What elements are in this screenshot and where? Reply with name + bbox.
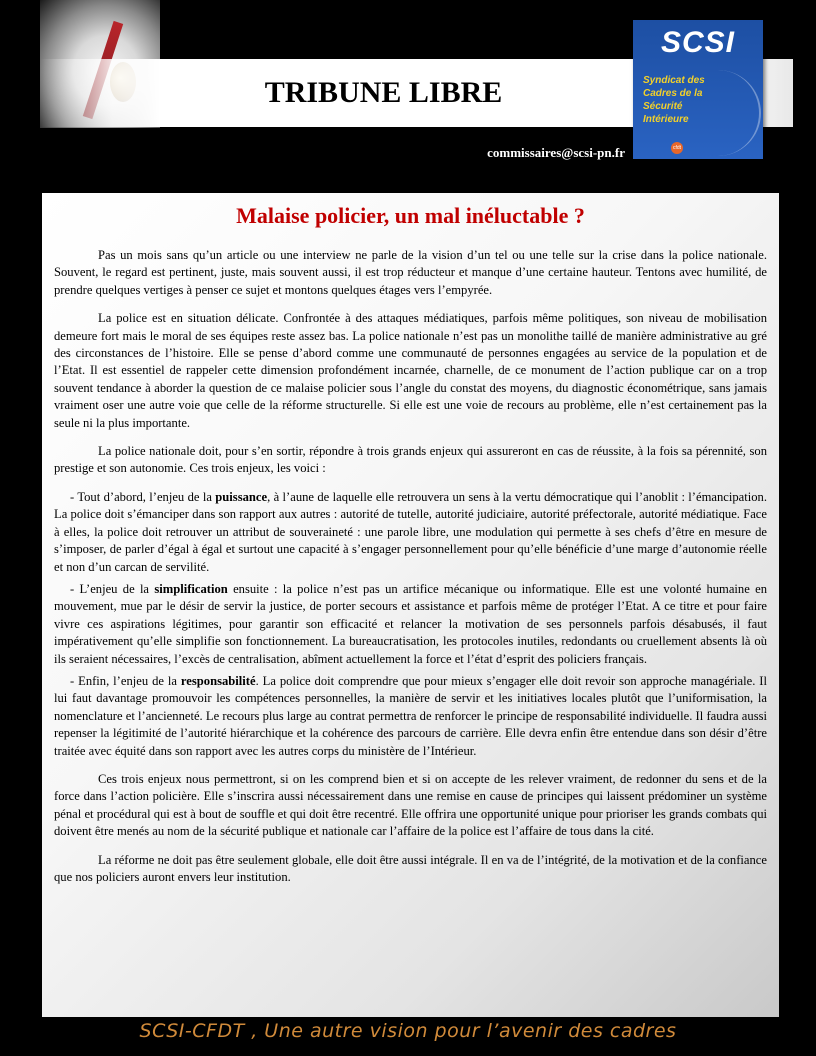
footer-slogan: SCSI-CFDT , Une autre vision pour l’avenir des cadres xyxy=(139,1020,677,1042)
item-text: , à l’aune de laquelle elle retrouvera un sens à la vertu démocratique qui l’anoblit : l’émancipation. La police doit s’émanciper dans son rapport aux autres : autorité de tutelle, autorité judiciaire, autorité préfectorale, autorité médiatique. Face à elles, la police doit retrouver un attribut de souveraineté : une parole libre, une modulation qui permette à ses chefs d’être en mesure de s’imposer, de parler d’égal à égal et surtout une capacité à s’engager personnellement pour qu’elle bénéficie d’une marge d’autonomie réelle et non d’un carcan de servilité. xyxy=(54,489,767,574)
item-text: . La police doit comprendre que pour mieux s’engager elle doit revoir son approche managériale. Il lui faut davantage promouvoir les compétences personnelles, la manière de servir et les initiatives locales plutôt que l’uniformisation, la nomenclature et l’ancienneté. Le recours plus large au contrat permettra de renforcer le principe de responsabilité individuelle. Il faudra aussi repenser la légitimité de l’autorité hiérarchique et la cohérence des parcours de carrière. Elle devra enfin être entendue dans son désir d’être traitée avec équité dans son rapport avec les autres corps du ministère de l’Intérieur. xyxy=(54,673,767,758)
item-lead: - Enfin, l’enjeu de la xyxy=(70,673,181,688)
paragraph-enjeux: La police nationale doit, pour s’en sortir, répondre à trois grands enjeux qui assureront en cas de réussite, à la fois sa pérennité, son prestige et son autonomie. Ces trois enjeux, les voici : xyxy=(54,444,767,476)
logo-subtitle: Syndicat des Cadres de la Sécurité Intérieure xyxy=(643,75,705,125)
list-item-responsabilite xyxy=(54,673,767,760)
article-body xyxy=(42,193,779,1017)
logo-name: SCSI xyxy=(660,26,736,59)
list-item-simplification xyxy=(54,581,767,668)
list-item-puissance xyxy=(54,489,767,576)
paragraph-situation: La police est en situation délicate. Confrontée à des attaques médiatiques, parfois même politiques, son niveau de mobilisation demeure fort mais le moral de ses équipes reste assez bas. La police nationale n’est pas un monolithe taillé de manière administrative au gré des circonstances de l’histoire. Elle se pense d’abord comme une communauté de personnes engagées au service de la population et de l’Etat. Il est essentiel de rappeler cette dimension profondément incarnée, charnelle, de ce monument de l’action publique car on a trop souvent tendance à aborder la question de ce malaise policier sous l’angle du constat des moyens, du diagnostic économétrique, sans jamais vraiment oser une autre voie que celle de la réforme structurelle. Si elle est une voie de recours au problème, elle n’est certainement pas la seule ni la plus importante. xyxy=(54,311,767,430)
laurel-icon xyxy=(715,70,761,156)
item-keyword: responsabilité xyxy=(180,673,256,688)
paragraph-intro: Pas un mois sans qu’un article ou une interview ne parle de la vision d’un tel ou une telle sur la crise dans la police nationale. Souvent, le regard est pertinent, juste, mais souvent aussi, il est trop réducteur et manque d’une certaine hauteur. Tentons avec humilité, de prendre quelques vertiges à penser ce sujet et montons quelques étages vers l’empyrée. xyxy=(54,248,767,297)
cfdt-badge-icon: cfdt xyxy=(671,142,683,154)
item-lead: - L’enjeu de la xyxy=(70,581,155,596)
item-keyword: simplification xyxy=(154,581,228,596)
scsi-logo xyxy=(633,20,763,159)
article-title: Malaise policier, un mal inéluctable ? xyxy=(236,203,585,228)
item-keyword: puissance xyxy=(215,489,268,504)
paragraph-final: La réforme ne doit pas être seulement globale, elle doit être aussi intégrale. Il en va de l’intégrité, de la motivation et de la confiance que nos policiers auront envers leur institution. xyxy=(54,852,767,884)
page-title: TRIBUNE LIBRE xyxy=(264,76,503,109)
contact-email[interactable]: commissaires@scsi-pn.fr xyxy=(487,145,625,160)
banner-fade xyxy=(40,59,160,127)
paragraph-conclusion: Ces trois enjeux nous permettront, si on les comprend bien et si on accepte de les relever vraiment, de redonner du sens et de la force dans l’action policière. Elle s’inscrira aussi nécessairement dans une remise en cause de principes qui laissent prédominer un système pénal et procédural qui est à bout de souffle et qui doit être recentré. Elle offrira une opportunité unique pour prioriser les grands combats qui doivent être menés au nom de la sécurité publique et nationale car l’affaire de la police est l’affaire de tous dans la cité. xyxy=(54,771,767,839)
item-text: ensuite : la police n’est pas un artifice mécanique ou informatique. Elle est une volonté humaine en mouvement, mue par le désir de servir la justice, de porter secours et assistance et parfois même de protéger l’Etat. A ce titre et pour faire vivre ces aspirations légitimes, pour garantir son efficacité et relancer la motivation de ses personnels parfois désabusés, il faut impérativement qu’elle simplifie son fonctionnement. La bureaucratisation, les protocoles inutiles, redondants ou cruellement absents là où ils seraient nécessaires, l’excès de centralisation, abîment actuellement la force et l’état d’esprit des policiers français. xyxy=(54,581,767,666)
item-lead: - Tout d’abord, l’enjeu de la xyxy=(70,489,216,504)
